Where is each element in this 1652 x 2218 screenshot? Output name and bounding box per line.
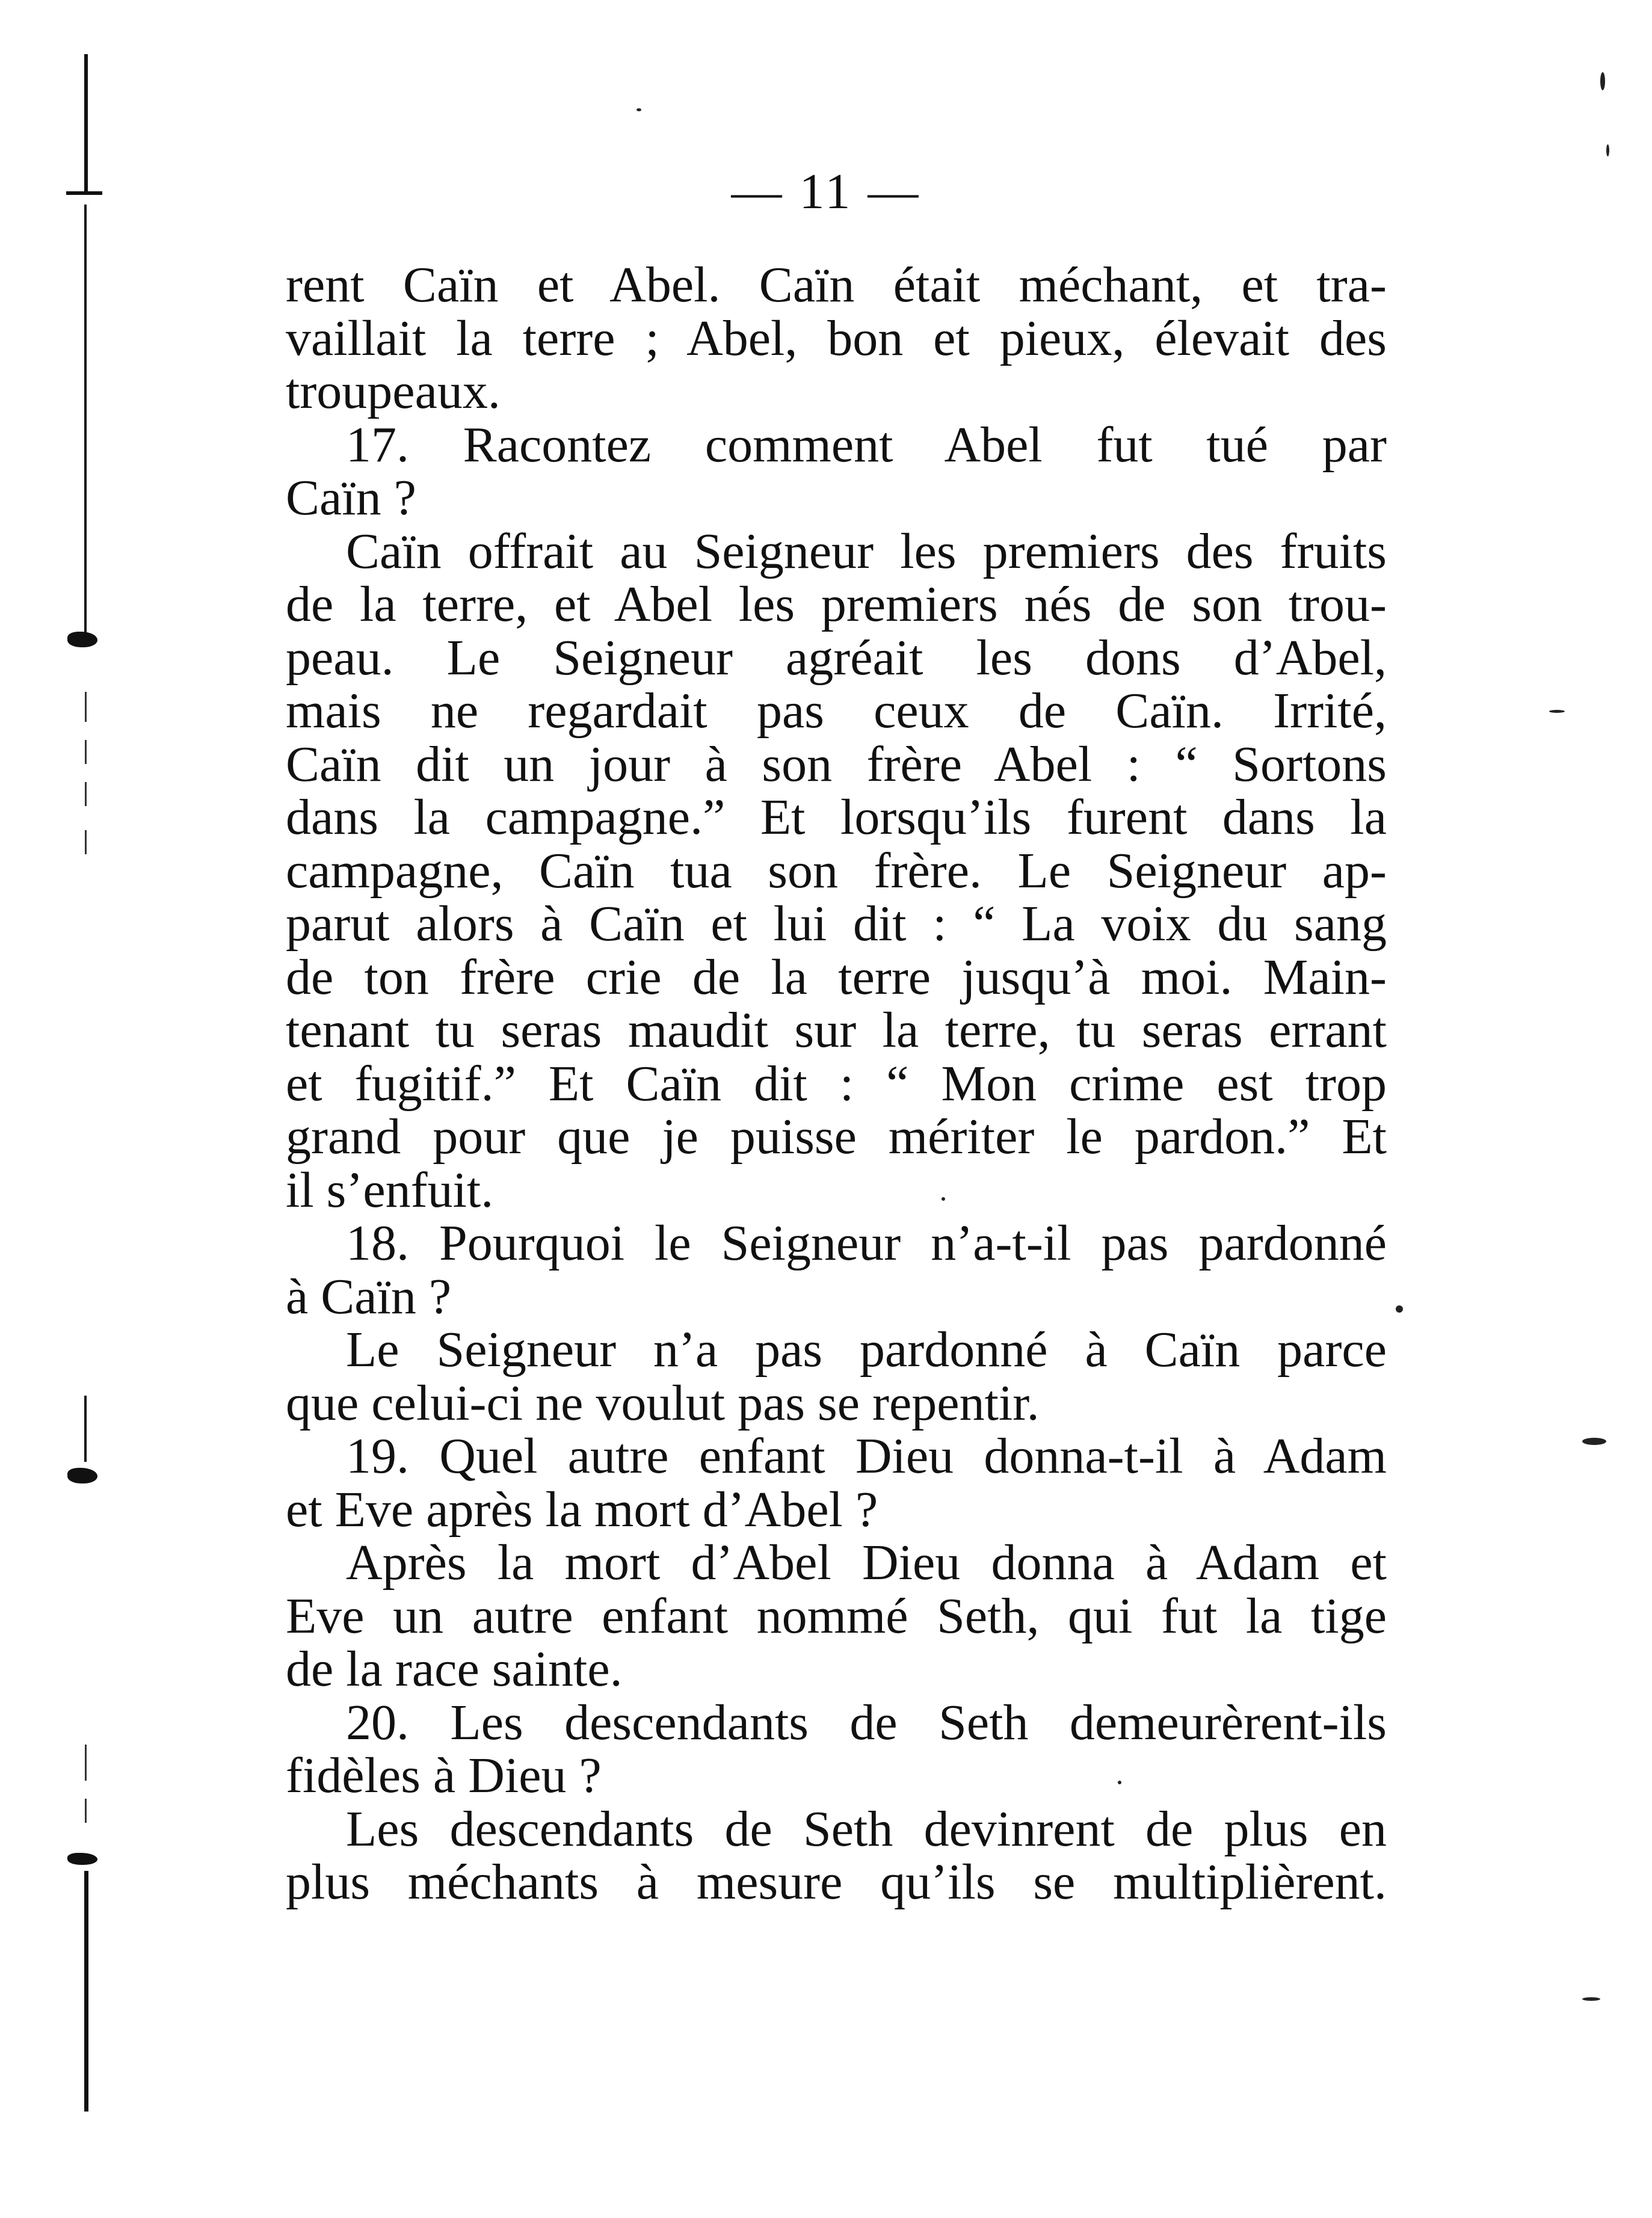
text-line: campagne, Caïn tua son frère. Le Seigneur ap-	[286, 842, 1387, 899]
text-line: 18. Pourquoi le Seigneur n’a-t-il pas pardonné	[346, 1215, 1387, 1271]
text-line: mais ne regardait pas ceux de Caïn. Irrité,	[286, 683, 1387, 739]
text-line: parut alors à Caïn et lui dit : “ La voix du sang	[286, 896, 1387, 952]
text-line: Les descendants de Seth devinrent de plus en	[346, 1801, 1387, 1857]
text-line: que celui-ci ne voulut pas se repentir.	[286, 1375, 1040, 1431]
text-line: Eve un autre enfant nommé Seth, qui fut la tige	[286, 1588, 1387, 1644]
text-line: fidèles à Dieu ?	[286, 1748, 602, 1804]
speck	[1582, 1438, 1606, 1445]
margin-mark	[67, 632, 97, 647]
text-line: de la terre, et Abel les premiers nés de son trou-	[286, 576, 1387, 632]
text-line: dans la campagne.” Et lorsqu’ils furent dans la	[286, 789, 1387, 845]
margin-rule	[84, 1871, 88, 2112]
margin-dash	[85, 1745, 87, 1781]
text-line: Après la mort d’Abel Dieu donna à Adam et	[346, 1535, 1387, 1591]
text-line: Caïn dit un jour à son frère Abel : “ Sortons	[286, 736, 1387, 792]
body-text	[286, 259, 1387, 1909]
text-line: Caïn offrait au Seigneur les premiers des fruits	[346, 523, 1387, 579]
margin-mark	[67, 1853, 97, 1865]
text-line: Le Seigneur n’a pas pardonné à Caïn parce	[346, 1322, 1387, 1378]
text-line: 20. Les descendants de Seth demeurèrent-ils	[346, 1694, 1387, 1751]
speck	[1582, 1997, 1600, 2001]
text-line: vaillait la terre ; Abel, bon et pieux, élevait des	[286, 310, 1387, 366]
text-line: et Eve après la mort d’Abel ?	[286, 1481, 878, 1538]
speck	[1396, 1305, 1403, 1313]
text-line: rent Caïn et Abel. Caïn était méchant, et tra-	[286, 257, 1387, 313]
margin-dash	[85, 740, 87, 764]
text-line: 17. Racontez comment Abel fut tué par	[346, 416, 1387, 473]
text-line: et fugitif.” Et Caïn dit : “ Mon crime est trop	[286, 1055, 1387, 1112]
text-line: il s’enfuit.	[286, 1162, 494, 1218]
margin-mark	[67, 1468, 97, 1483]
speck	[1549, 710, 1565, 713]
speck	[636, 108, 641, 111]
speck	[1606, 144, 1609, 156]
margin-rule	[84, 54, 88, 193]
margin-dash	[85, 1799, 87, 1823]
margin-rule	[84, 205, 87, 638]
text-line: de ton frère crie de la terre jusqu’à moi. Main-	[286, 949, 1387, 1005]
text-line: peau. Le Seigneur agréait les dons d’Abel,	[286, 629, 1387, 686]
margin-dash	[85, 692, 87, 722]
text-line: de la race sainte.	[286, 1641, 623, 1697]
text-line: plus méchants à mesure qu’ils se multiplièrent.	[286, 1854, 1387, 1910]
margin-dash	[85, 830, 87, 854]
text-line: troupeaux.	[286, 363, 501, 419]
speck	[1600, 72, 1605, 90]
margin-tick	[66, 191, 102, 195]
text-line: tenant tu seras maudit sur la terre, tu seras errant	[286, 1002, 1387, 1058]
page-number: — 11 —	[731, 164, 921, 220]
text-line: 19. Quel autre enfant Dieu donna-t-il à Adam	[346, 1428, 1387, 1484]
margin-dash	[85, 782, 87, 806]
text-line: à Caïn ?	[286, 1268, 452, 1325]
text-line: grand pour que je puisse mériter le pardon.” Et	[286, 1109, 1387, 1165]
text-line: Caïn ?	[286, 470, 416, 526]
margin-rule	[84, 1396, 87, 1462]
